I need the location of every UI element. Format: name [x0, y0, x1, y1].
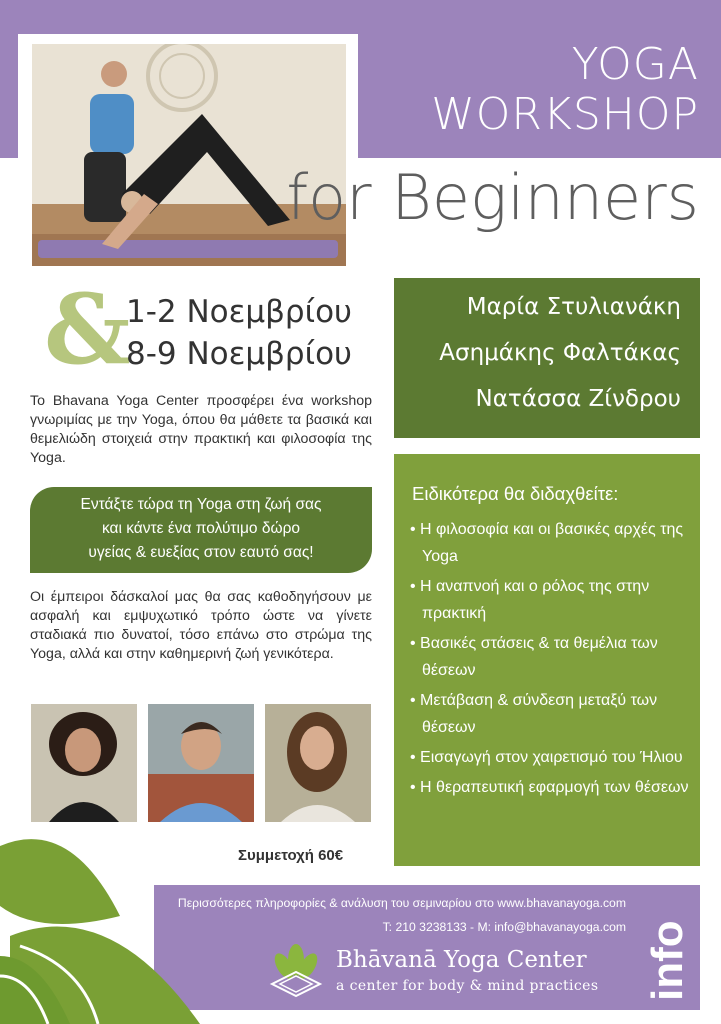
title-for-beginners: for Beginners — [286, 161, 699, 234]
teacher-name: Μαρία Στυλιανάκη — [466, 294, 681, 320]
list-item: • Εισαγωγή στον χαιρετισμό του Ήλιου — [410, 749, 683, 766]
info-contact: Τ: 210 3238133 - M: info@bhavanayoga.com — [382, 920, 626, 934]
ampersand-graphic: & — [44, 273, 131, 386]
date-1: 1-2 Νοεμβρίου — [126, 294, 352, 330]
learn-title: Ειδικότερα θα διδαχθείτε: — [412, 483, 619, 504]
learn-list — [410, 516, 692, 804]
cta-line: Εντάξτε τώρα τη Yoga στη ζωή σας — [80, 496, 322, 513]
list-item: • Μετάβαση & σύνδεση μεταξύ των θέσεων — [410, 692, 658, 736]
body-paragraph: Οι έμπειροι δάσκαλοί μας θα σας καθοδηγήσουν με ασφαλή και εμψυχωτικό τρόπο ώστε να γίνετε σταδιακά πιο δυνατοί, τόσο επάνω στο στρώμα της Yoga, αλλά και στην καθημερινή ζωή γενικότερα. — [30, 589, 372, 662]
info-website: Περισσότερες πληροφορίες & ανάλυση του σεμιναρίου στο www.bhavanayoga.com — [177, 896, 626, 910]
intro-paragraph: Το Bhavana Yoga Center προσφέρει ένα workshop γνωριμίας με την Yoga, όπου θα μάθετε τα βασικά και θεμελιώδη στοιχειά στην πρακτική και φιλοσοφία της Yoga. — [30, 393, 372, 466]
teacher-name: Νατάσσα Ζίνδρου — [475, 386, 681, 412]
list-item: • Η φιλοσοφία και οι βασικές αρχές της Yoga — [410, 521, 684, 565]
info-label: info — [643, 920, 692, 1001]
info-vertical-label — [642, 893, 692, 1003]
teacher-name: Ασημάκης Φαλτάκας — [439, 340, 681, 366]
list-item: • Βασικές στάσεις & τα θεμέλια των θέσεων — [410, 635, 658, 679]
cta-line: υγείας & ευεξίας στον εαυτό σας! — [88, 544, 314, 561]
cta-line: και κάντε ένα πολύτιμο δώρο — [101, 520, 301, 537]
title-workshop: WORKSHOP — [431, 89, 699, 140]
teacher-photo — [31, 704, 137, 822]
list-item: • Η αναπνοή και ο ρόλος της στην πρακτική — [410, 578, 650, 622]
center-tagline: a center for body & mind practices — [336, 978, 599, 994]
lotus-logo-icon — [266, 940, 326, 1002]
teacher-photo — [265, 704, 371, 822]
call-to-action-text — [30, 493, 372, 565]
list-item: • Η θεραπευτική εφαρμογή των θέσεων — [410, 779, 689, 796]
center-name: Bhāvanā Yoga Center — [336, 947, 587, 973]
price: Συμμετοχή 60€ — [238, 847, 344, 864]
teacher-photo — [148, 704, 254, 822]
date-2: 8-9 Νοεμβρίου — [126, 336, 352, 372]
title-yoga: YOGA — [571, 39, 699, 90]
